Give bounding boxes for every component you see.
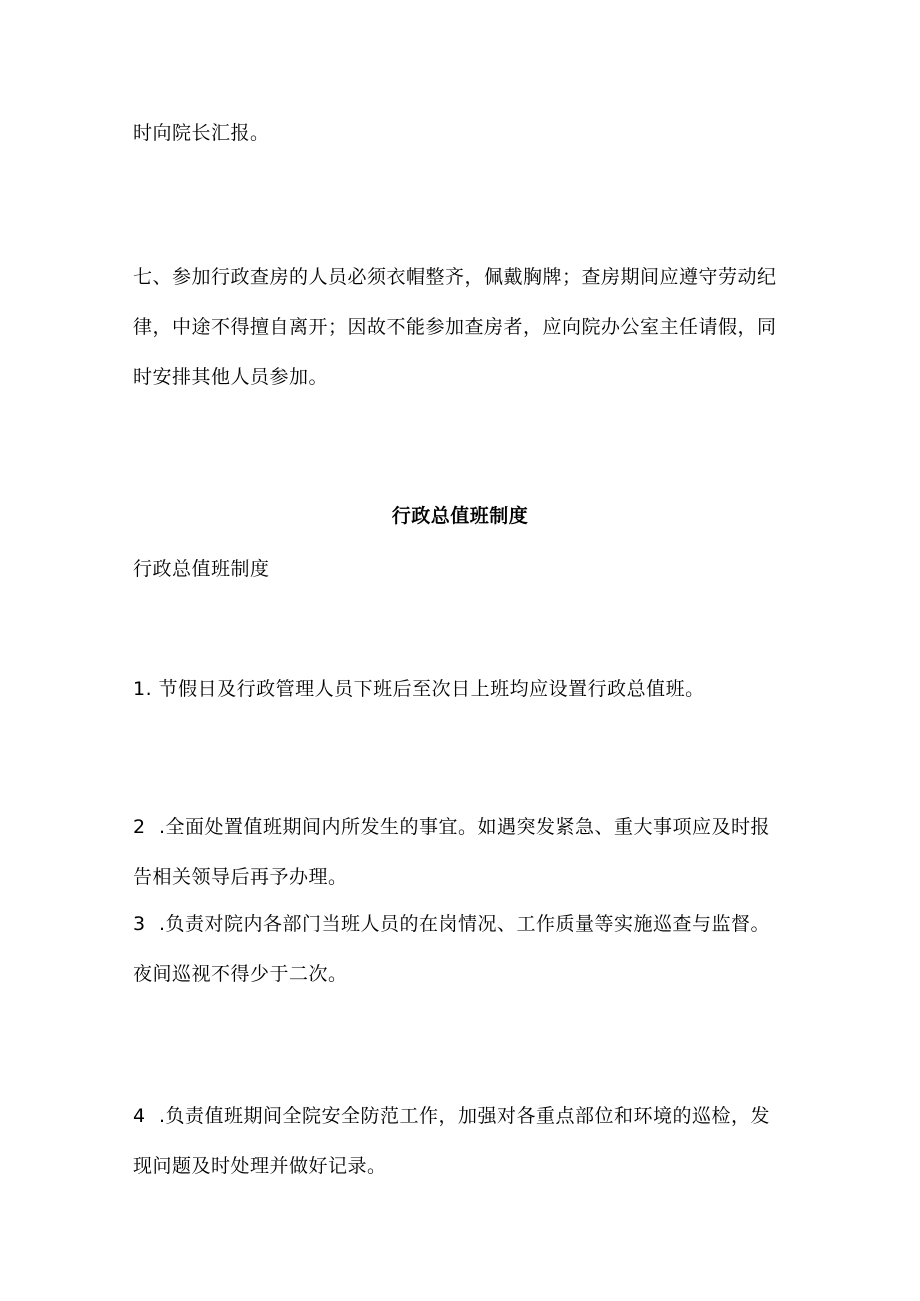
rule-text: .负责值班期间全院安全防范工作，加强对各重点部位和环境的巡检，发 <box>159 1105 771 1127</box>
rule-line: 告相关领导后再予办理。 <box>133 866 348 888</box>
rule-line <box>133 912 770 936</box>
rule-line: 现问题及时处理并做好记录。 <box>133 1155 387 1177</box>
rule-line <box>133 1104 770 1128</box>
rule-line <box>133 815 770 839</box>
rule-number: 3 <box>133 913 146 935</box>
paragraph-line: 时向院长汇报。 <box>133 122 270 144</box>
rule-number: 2 <box>133 816 146 838</box>
paragraph-line: 律，中途不得擅自离开；因故不能参加查房者，应向院办公室主任请假，同 <box>133 316 777 338</box>
rule-line: 夜间巡视不得少于二次。 <box>133 963 348 985</box>
section-subtitle: 行政总值班制度 <box>133 558 270 580</box>
rule-line: 1. 节假日及行政管理人员下班后至次日上班均应设置行政总值班。 <box>133 678 705 700</box>
paragraph-line: 时安排其他人员参加。 <box>133 366 329 388</box>
rule-text: .全面处置值班期间内所发生的事宜。如遇突发紧急、重大事项应及时报 <box>159 816 771 838</box>
paragraph-line: 七、参加行政查房的人员必须衣帽整齐，佩戴胸牌；查房期间应遵守劳动纪 <box>133 266 777 288</box>
section-title: 行政总值班制度 <box>391 505 529 527</box>
rule-text: .负责对院内各部门当班人员的在岗情况、工作质量等实施巡查与监督。 <box>159 913 771 935</box>
rule-number: 4 <box>133 1105 146 1127</box>
